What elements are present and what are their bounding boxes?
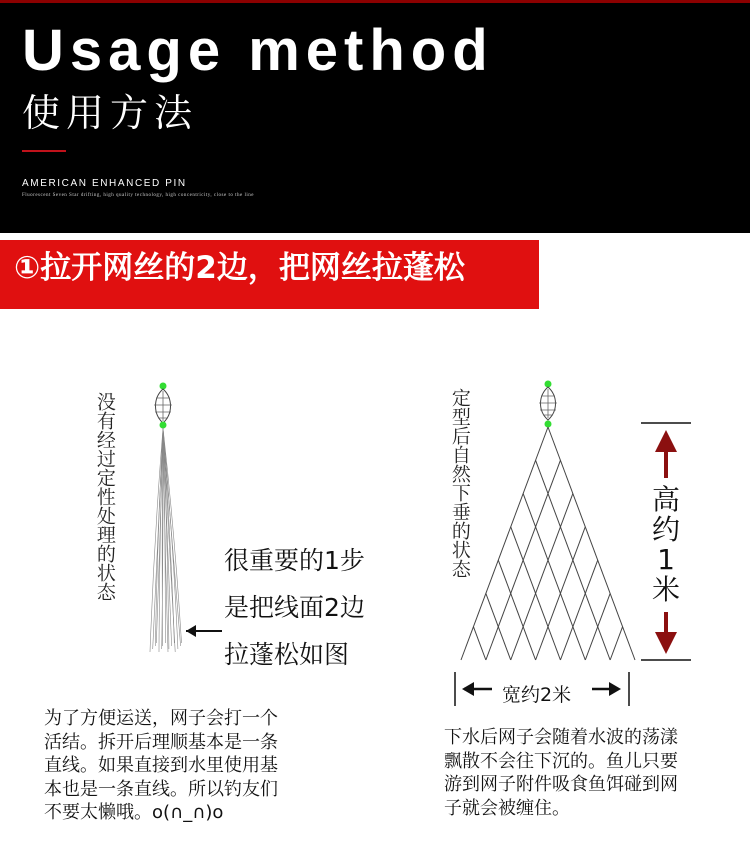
header-tagline: Fluorescent Seven Star drifting, high quality technology, high concentricity, close to the line bbox=[22, 193, 254, 198]
float-icon bbox=[154, 383, 172, 429]
right-description-line: 下水后网子会随着水波的荡漾 bbox=[444, 727, 678, 748]
mesh-line bbox=[523, 494, 585, 660]
left-arrow-icon bbox=[186, 625, 222, 637]
width-label: 宽约2米 bbox=[502, 684, 572, 706]
note-line-1: 很重要的1步 bbox=[224, 546, 365, 575]
step-banner-text: ①拉开网丝的2边，把网丝拉蓬松 bbox=[14, 250, 465, 286]
left-description-line: 活结。拆开后理顺基本是一条 bbox=[44, 731, 278, 753]
mesh-line bbox=[511, 494, 573, 660]
net-strand bbox=[163, 428, 172, 646]
right-arrow-icon bbox=[592, 682, 621, 696]
left-arrow-icon bbox=[462, 682, 492, 696]
untreated-caption: 没有经过定性处理的状态 bbox=[93, 392, 116, 601]
down-arrow-icon bbox=[655, 612, 677, 654]
right-description bbox=[444, 726, 734, 820]
left-description-line: 为了方便运送，网子会打一个 bbox=[44, 708, 278, 729]
shaped-caption: 定型后自然下垂的状态 bbox=[448, 388, 471, 578]
mesh-line bbox=[560, 560, 597, 660]
left-description-line: 本也是一条直线。所以钓友们 bbox=[44, 778, 278, 800]
left-description-line: 不要太懒哦。o(∩_∩)o bbox=[44, 802, 224, 823]
right-description-line: 飘散不会往下沉的。鱼儿只要 bbox=[444, 750, 678, 772]
untreated-net bbox=[150, 383, 182, 653]
net-strand bbox=[150, 428, 163, 652]
left-description bbox=[44, 707, 344, 825]
mesh-line bbox=[473, 627, 485, 660]
height-char-4: 米 bbox=[651, 573, 680, 606]
header-subtitle: AMERICAN ENHANCED PIN bbox=[22, 178, 187, 189]
mesh-line bbox=[461, 427, 548, 660]
height-char-3: 1 bbox=[657, 543, 675, 576]
right-description-line: 游到网子附件吸食鱼饵碰到网 bbox=[444, 774, 678, 795]
float-icon bbox=[539, 381, 557, 428]
mesh-line bbox=[498, 560, 535, 660]
note-line-2: 是把线面2边 bbox=[224, 593, 365, 622]
height-char-2: 约 bbox=[651, 513, 680, 546]
mesh-line bbox=[548, 427, 635, 660]
mesh-line bbox=[610, 627, 622, 660]
height-char-1: 高 bbox=[651, 483, 680, 516]
right-description-line: 子就会被缠住。 bbox=[444, 797, 570, 819]
up-arrow-icon bbox=[655, 430, 677, 478]
note-line-3: 拉蓬松如图 bbox=[224, 640, 350, 669]
left-description-line: 直线。如果直接到水里使用基 bbox=[44, 755, 278, 776]
title-english: Usage method bbox=[22, 18, 494, 83]
title-chinese: 使用方法 bbox=[22, 91, 199, 135]
shaped-net bbox=[461, 381, 635, 661]
net-strand bbox=[163, 428, 181, 646]
